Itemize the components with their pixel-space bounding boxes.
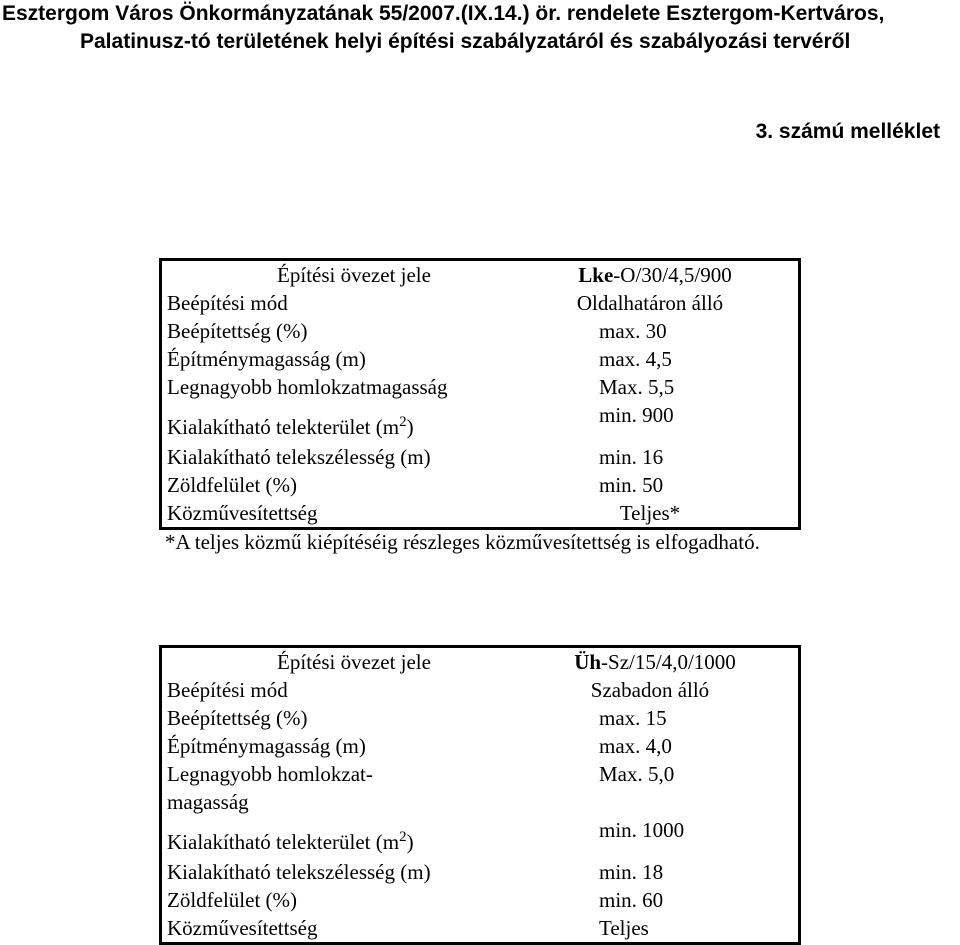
table-row	[159, 471, 801, 499]
table-row	[159, 676, 801, 704]
row-value: Max. 5,0	[599, 762, 675, 786]
row-label: Legnagyobb homlokzat- magasság	[167, 762, 373, 814]
table-row	[159, 499, 801, 527]
row-value: Szabadon álló	[590, 678, 710, 702]
header-label: Építési övezet jele	[277, 263, 431, 287]
zone-table-uh	[159, 645, 801, 945]
row-label: Beépítettség (%)	[167, 706, 308, 730]
table-row	[159, 317, 801, 345]
row-label: Kialakítható telekszélesség (m)	[167, 445, 431, 469]
row-value: max. 4,0	[599, 734, 672, 758]
table-row	[159, 858, 801, 886]
row-label: Építménymagasság (m)	[167, 347, 366, 371]
table-row	[159, 914, 801, 942]
row-value: min. 50	[599, 473, 664, 497]
row-label: Építménymagasság (m)	[167, 734, 366, 758]
row-label: Zöldfelület (%)	[167, 888, 298, 912]
table-row	[159, 816, 801, 858]
row-value: Max. 5,5	[599, 375, 675, 399]
row-value: Oldalhatáron álló	[576, 291, 724, 315]
footnote: *A teljes közmű kiépítéséig részleges közművesítettség is elfogadható.	[165, 530, 760, 554]
row-value: min. 1000	[599, 818, 685, 842]
row-value: min. 60	[599, 888, 664, 912]
row-label: Legnagyobb homlokzatmagasság	[167, 375, 448, 399]
table-row	[159, 886, 801, 914]
annex-label: 3. számú melléklet	[755, 120, 940, 143]
zone-code: Lke-O/30/4,5/900	[578, 263, 732, 287]
row-label: Közművesítettség	[167, 916, 318, 940]
table-row	[159, 401, 801, 443]
row-label: Zöldfelület (%)	[167, 473, 298, 497]
row-label: Beépítési mód	[167, 291, 288, 315]
row-value: max. 30	[599, 319, 667, 343]
table-row	[159, 443, 801, 471]
title-line-2: Palatinusz-tó területének helyi építési szabályzatáról és szabályozási tervéről	[80, 30, 851, 53]
table-header-row	[159, 261, 801, 289]
row-label: Kialakítható telekterület $(m^2)$	[167, 414, 414, 439]
row-value: max. 15	[599, 706, 667, 730]
row-value: min. 16	[599, 445, 664, 469]
row-label: Kialakítható telekterület $(m^2)$	[167, 829, 414, 854]
row-label: Kialakítható telekszélesség (m)	[167, 860, 431, 884]
row-label: Közművesítettség	[167, 501, 318, 525]
table-row	[159, 345, 801, 373]
row-value: min. 900	[599, 403, 674, 427]
row-label: Beépítettség (%)	[167, 319, 308, 343]
row-value: Teljes*	[619, 501, 681, 525]
zone-code: Üh-Sz/15/4,0/1000	[574, 650, 736, 674]
table-header-row	[159, 648, 801, 676]
row-value: min. 18	[599, 860, 664, 884]
row-label: Beépítési mód	[167, 678, 288, 702]
header-label: Építési övezet jele	[277, 650, 431, 674]
table-row	[159, 732, 801, 760]
zone-table-lke	[159, 258, 801, 530]
document-title	[0, 0, 960, 56]
table-row	[159, 289, 801, 317]
table-row	[159, 760, 801, 816]
table-row	[159, 704, 801, 732]
row-value: Teljes	[599, 916, 649, 940]
row-value: max. 4,5	[599, 347, 672, 371]
table-row	[159, 373, 801, 401]
title-line-1: Esztergom Város Önkormányzatának 55/2007.(IX.14.) ör. rendelete Esztergom-Kertváros,	[2, 2, 885, 25]
